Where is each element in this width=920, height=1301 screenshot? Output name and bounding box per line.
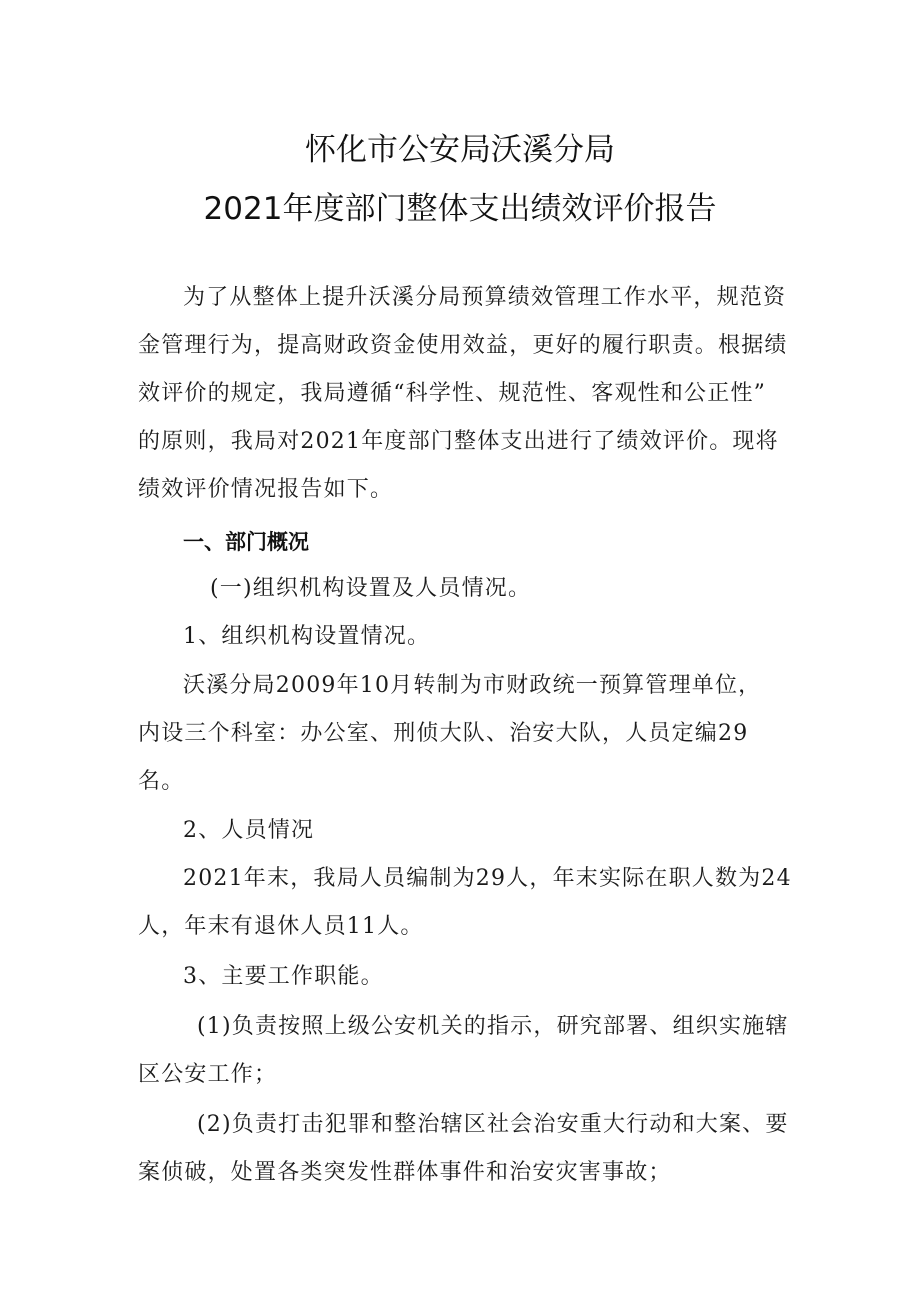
- org-line: 内设三个科室：办公室、刑侦大队、治安大队，人员定编29: [138, 721, 749, 746]
- title-line-2: 2021年度部门整体支出绩效评价报告: [203, 191, 717, 227]
- section-heading: 一、部门概况: [183, 530, 309, 554]
- intro-line: 效评价的规定，我局遵循“科学性、规范性、客观性和公正性”: [138, 381, 767, 406]
- duty-line: (1)负责按照上级公安机关的指示，研究部署、组织实施辖: [197, 1014, 789, 1039]
- duty-line: (2)负责打击犯罪和整治辖区社会治安重大行动和大案、要: [197, 1112, 789, 1137]
- duty-line: 区公安工作；: [138, 1062, 278, 1087]
- duty-line: 案侦破，处置各类突发性群体事件和治安灾害事故；: [138, 1160, 672, 1185]
- subsection-heading: (一)组织机构设置及人员情况。: [210, 576, 532, 601]
- org-line: 沃溪分局2009年10月转制为市财政统一预算管理单位，: [183, 673, 762, 698]
- intro-line: 绩效评价情况报告如下。: [138, 477, 394, 502]
- title-line-1: 怀化市公安局沃溪分局: [305, 132, 615, 168]
- staff-line: 2021年末，我局人员编制为29人，年末实际在职人数为24: [183, 866, 792, 891]
- intro-line: 的原则，我局对2021年度部门整体支出进行了绩效评价。现将: [138, 429, 779, 454]
- intro-line: 金管理行为，提高财政资金使用效益，更好的履行职责。根据绩: [138, 333, 788, 358]
- intro-line: 为了从整体上提升沃溪分局预算绩效管理工作水平，规范资: [183, 285, 787, 310]
- item-title: 2、人员情况: [183, 818, 315, 843]
- org-line: 名。: [138, 769, 185, 794]
- item-title: 1、组织机构设置情况。: [183, 624, 431, 649]
- staff-line: 人，年末有退休人员11人。: [138, 914, 424, 939]
- item-title: 3、主要工作职能。: [183, 964, 384, 989]
